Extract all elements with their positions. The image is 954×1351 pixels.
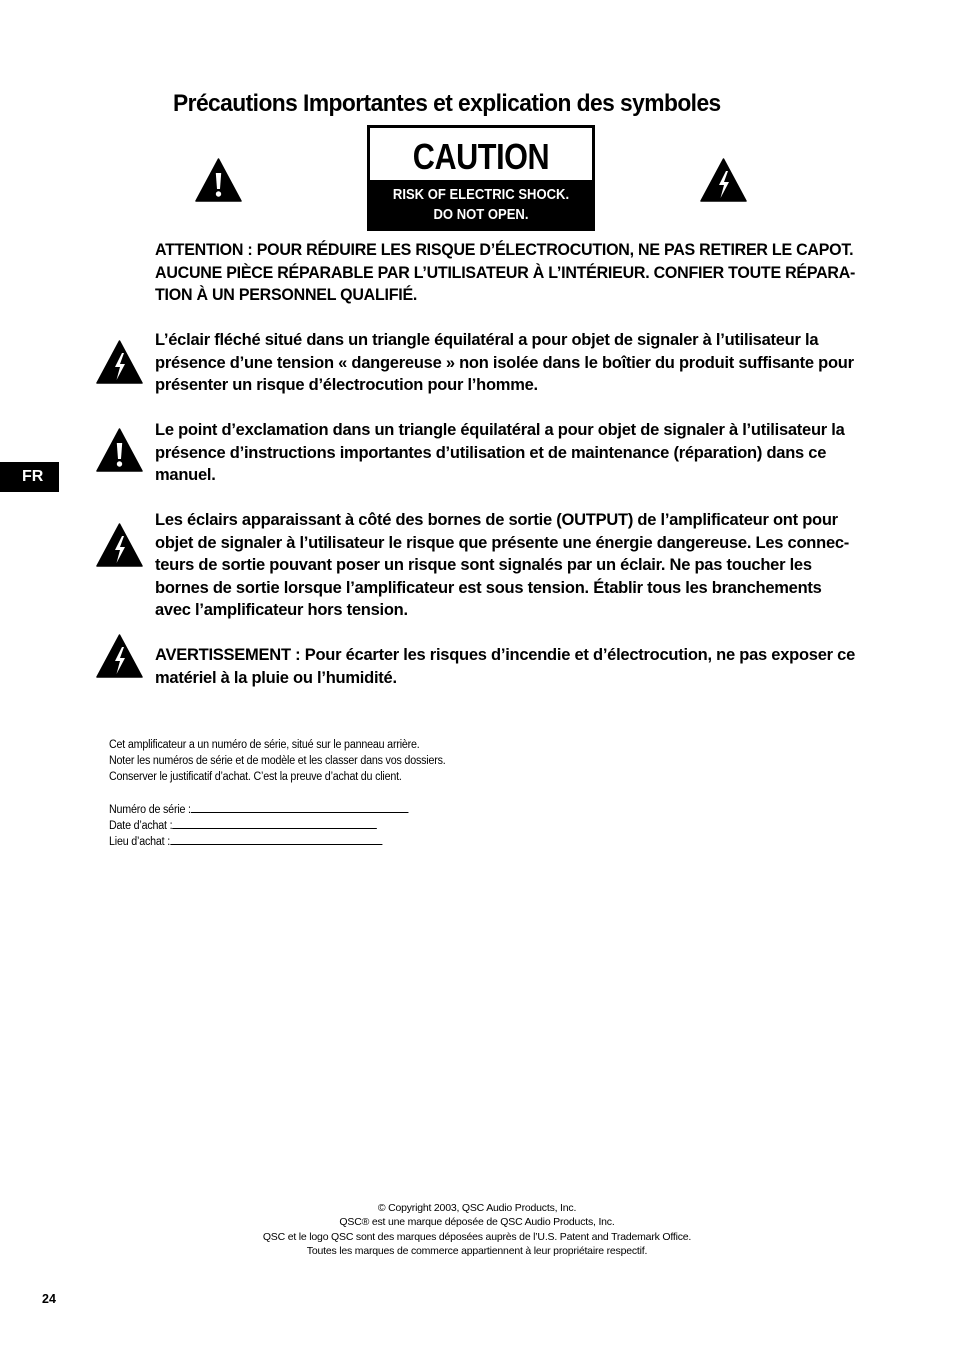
caution-title: CAUTION	[412, 136, 550, 177]
exclamation-triangle-icon	[96, 428, 143, 472]
attention-line-2: AUCUNE PIÈCE RÉPARABLE PAR L’UTILISATEUR À L’INTÉRIEUR. CONFIER TOUTE RÉPARA-	[155, 263, 856, 282]
serial-note	[109, 737, 446, 786]
serial-note-line-1: Cet amplificateur a un numéro de série, situé sur le panneau arrière.	[109, 739, 420, 751]
warning-paragraph	[155, 644, 881, 689]
lightning-triangle-icon	[96, 523, 143, 567]
exclamation-triangle-icon	[195, 158, 242, 202]
serial-number-line	[191, 803, 409, 813]
serial-note-line-3: Conserver le justificatif d’achat. C’est la preuve d’achat du client.	[109, 771, 402, 784]
exclamation-line-3: manuel.	[155, 466, 216, 484]
footer-line-3: QSC et le logo QSC sont des marques déposées auprès de l’U.S. Patent and Trademark Office.	[262, 1230, 692, 1243]
purchase-date-label: Date d’achat :	[109, 820, 173, 833]
output-line-4: bornes de sortie lorsque l’amplificateur est sous tension. Établir tous les branchements	[155, 578, 822, 597]
purchase-place-field	[109, 834, 408, 850]
warning-line-2: matériel à la pluie ou l’humidité.	[155, 668, 397, 687]
serial-note-line-2: Noter les numéros de série et de modèle et les classer dans vos dossiers.	[109, 755, 446, 768]
purchase-date-line	[172, 819, 377, 829]
lightning-triangle-icon	[700, 158, 747, 202]
record-fields	[109, 802, 408, 851]
output-line-2: objet de signaler à l’utilisateur le risque que présente une énergie dangereuse. Les connec-	[155, 533, 850, 552]
output-line-5: avec l’amplificateur hors tension.	[155, 601, 408, 619]
serial-number-label: Numéro de série :	[109, 804, 191, 816]
warning-line-1: AVERTISSEMENT : Pour écarter les risques d’incendie et d’électrocution, ne pas exposer ce	[155, 646, 855, 664]
caution-subtext	[370, 180, 592, 228]
purchase-place-line	[170, 835, 382, 845]
output-terminals-paragraph	[155, 509, 881, 622]
language-tab: FR	[0, 462, 59, 492]
copyright-footer	[0, 1201, 954, 1259]
purchase-place-label: Lieu d’achat :	[109, 836, 171, 849]
lightning-triangle-icon	[96, 634, 143, 678]
caution-line-2: DO NOT OPEN.	[433, 207, 529, 223]
exclamation-line-1: Le point d’exclamation dans un triangle équilatéral a pour objet de signaler à l’utilisateur la	[155, 421, 845, 439]
output-line-3: teurs de sortie pouvant poser un risque sont signalés par un éclair. Ne pas toucher les	[155, 556, 812, 574]
exclamation-line-2: présence d’instructions importantes d’utilisation et de maintenance (réparation) dans ce	[155, 443, 827, 462]
attention-line-3: TION À UN PERSONNEL QUALIFIÉ.	[155, 286, 418, 304]
lightning-triangle-icon	[96, 340, 143, 384]
attention-line-1: ATTENTION : POUR RÉDUIRE LES RISQUE D’ÉLECTROCUTION, NE PAS RETIRER LE CAPOT.	[155, 241, 854, 259]
caution-label	[367, 125, 595, 231]
attention-paragraph	[155, 239, 878, 307]
caution-line-1: RISK OF ELECTRIC SHOCK.	[392, 187, 570, 203]
lightning-line-1: L’éclair fléché situé dans un triangle équilatéral a pour objet de signaler à l’utilisateur la	[155, 331, 819, 349]
purchase-date-field	[109, 818, 408, 834]
footer-line-4: Toutes les marques de commerce appartiennent à leur propriétaire respectif.	[306, 1245, 648, 1258]
output-line-1: Les éclairs apparaissant à côté des bornes de sortie (OUTPUT) de l’amplificateur ont pour	[155, 511, 838, 529]
footer-line-1: © Copyright 2003, QSC Audio Products, Inc.	[377, 1202, 577, 1214]
lightning-symbol-paragraph	[155, 329, 881, 397]
lightning-line-3: présenter un risque d’électrocution pour l’homme.	[155, 376, 538, 394]
page-number: 24	[42, 1292, 56, 1306]
exclamation-symbol-paragraph	[155, 419, 881, 487]
serial-number-field	[109, 802, 408, 818]
footer-line-2: QSC® est une marque déposée de QSC Audio Products, Inc.	[339, 1216, 615, 1229]
lightning-line-2: présence d’une tension « dangereuse » non isolée dans le boîtier du produit suffisante pour	[155, 353, 854, 372]
page-title: Précautions Importantes et explication des symboles	[173, 90, 721, 117]
